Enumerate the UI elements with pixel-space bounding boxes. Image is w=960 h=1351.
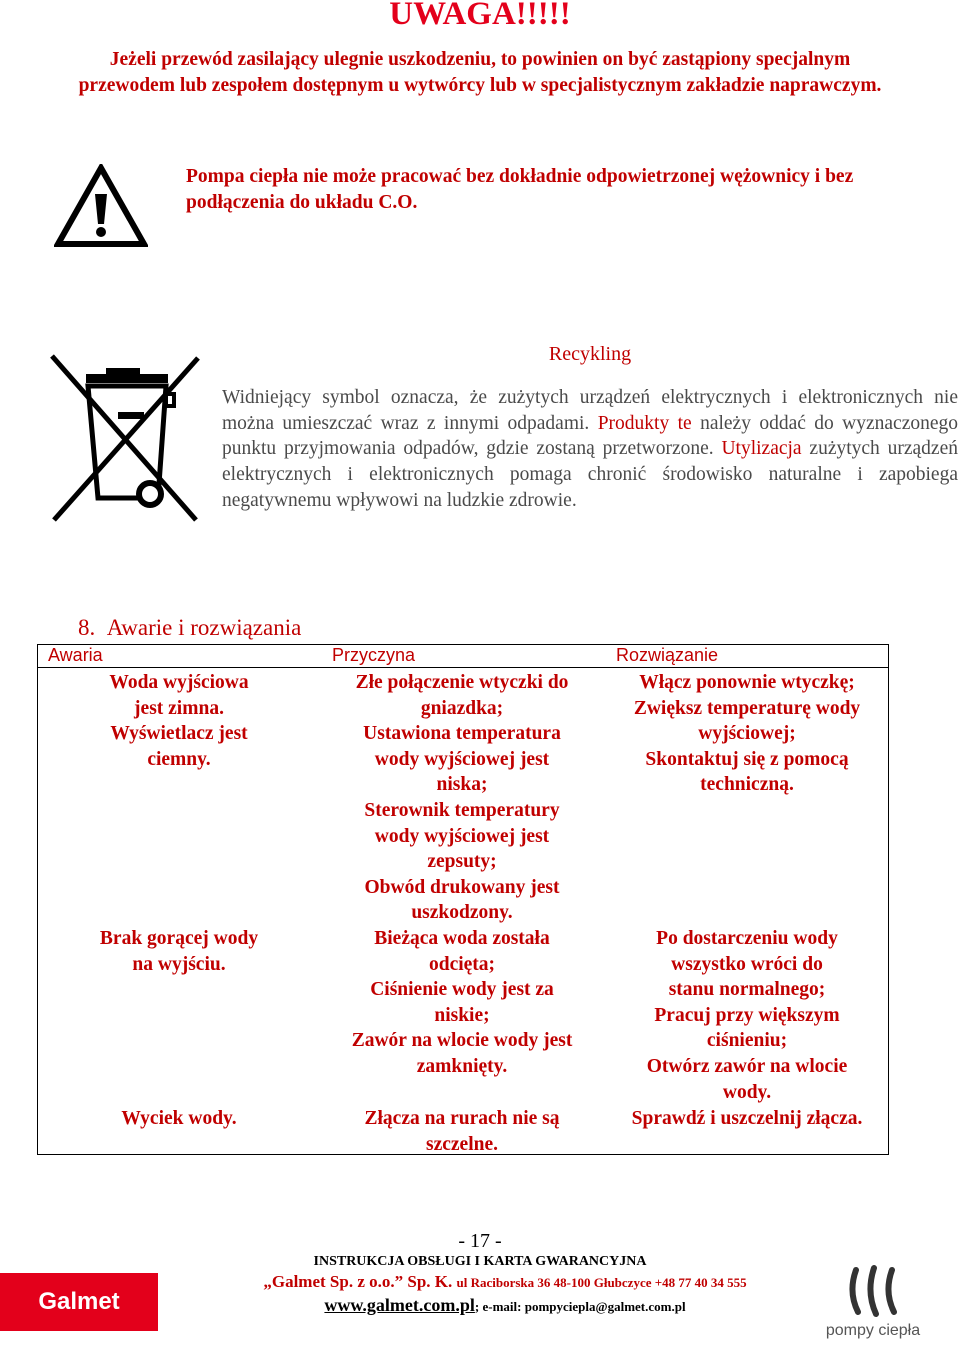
column-header-fault: Awaria bbox=[48, 645, 103, 665]
cell-line: Obwód drukowany jest bbox=[364, 876, 560, 898]
pump-warning-text: Pompa ciepła nie może pracować bez dokładnie odpowietrzonej wężownicy i bez podłączenia do układu C.O. bbox=[186, 166, 854, 213]
fault-cell bbox=[38, 670, 320, 772]
recycling-text-part-3: należy oddać do wyznaczonego punktu przyjmowania odpadów, gdzie zostaną przetworzone. bbox=[222, 412, 959, 460]
recycling-text-part-4: Utylizacja bbox=[721, 438, 802, 460]
section-title-text: Awarie i rozwiązania bbox=[106, 615, 302, 640]
cell-line: niska; bbox=[436, 774, 488, 796]
cell-line: wyjściowej; bbox=[698, 723, 796, 745]
solution-cell bbox=[604, 926, 890, 1105]
warning-power-cord-text: Jeżeli przewód zasilający ulegnie uszkodzeniu, to powinien on być zastąpiony specjalnym przewodem lub zespołem dostępnym u wytwórcy lub w specjalistycznym zakładzie naprawczym. bbox=[78, 49, 882, 96]
page-number: - 17 - bbox=[458, 1230, 502, 1252]
cell-line: Ustawiona temperatura bbox=[363, 723, 561, 745]
cell-line: Brak gorącej wody bbox=[99, 928, 259, 949]
cell-line: uszkodzony. bbox=[411, 902, 513, 924]
recycling-text-part-1: Widniejący symbol oznacza, że zużytych urządzeń elektrycznych i elektronicznych nie można umieszczać wraz z innymi odpadami. bbox=[222, 387, 958, 434]
solution-cell bbox=[604, 1106, 890, 1132]
column-header-solution: Rozwiązanie bbox=[616, 645, 719, 665]
cell-line: Ciśnienie wody jest za bbox=[370, 979, 554, 1001]
galmet-logo: Galmet bbox=[0, 1273, 158, 1331]
cell-line: wody wyjściowej jest bbox=[374, 748, 550, 770]
crossed-bin-icon bbox=[46, 350, 206, 528]
cell-line: Wyciek wody. bbox=[121, 1108, 237, 1129]
cell-line: Sterownik temperatury bbox=[364, 799, 560, 821]
section-number: 8. bbox=[78, 615, 96, 640]
cell-line: stanu normalnego; bbox=[668, 979, 826, 1001]
cell-line: Woda wyjściowa bbox=[109, 672, 249, 693]
cell-line: Pracuj przy większym bbox=[654, 1004, 840, 1026]
solution-cell bbox=[604, 670, 890, 798]
cell-line: Złącza na rurach nie są bbox=[364, 1108, 560, 1129]
cell-line: ciemny. bbox=[147, 748, 211, 770]
recycling-heading: Recykling bbox=[548, 343, 632, 365]
cell-line: wody. bbox=[722, 1081, 772, 1103]
cell-line: odcięta; bbox=[428, 953, 496, 975]
cell-line: Sprawdź i uszczelnij złącza. bbox=[631, 1108, 863, 1129]
warning-title: UWAGA!!!!! bbox=[389, 0, 571, 32]
cell-line: jest zimna. bbox=[134, 697, 224, 719]
email-text: ; e-mail: pompyciepla@galmet.com.pl bbox=[474, 1299, 686, 1314]
cell-line: Złe połączenie wtyczki do bbox=[355, 672, 569, 693]
company-address: ul Raciborska 36 48-100 Głubczyce +48 77 40 34 555 bbox=[456, 1275, 747, 1290]
section-title bbox=[78, 615, 301, 641]
cell-line: Zawór na wlocie wody jest bbox=[351, 1030, 573, 1052]
cell-line: Włącz ponownie wtyczkę; bbox=[639, 672, 855, 693]
cell-line: ciśnieniu; bbox=[706, 1030, 788, 1052]
fault-cell bbox=[38, 1106, 320, 1132]
cell-line: Skontaktuj się z pomocą bbox=[645, 748, 849, 770]
cell-line: zepsuty; bbox=[427, 851, 497, 873]
company-name: „Galmet Sp. z o.o.” Sp. K. bbox=[263, 1272, 453, 1291]
recycling-text-part-5: zużytych urządzeń elektrycznych i elektronicznych pomaga chronić środowisko naturalne i zapobiega negatywnemu wpływowi na ludzkie zdrowie. bbox=[222, 438, 958, 511]
header-divider bbox=[37, 667, 889, 668]
pompy-ciepla-caption: pompy ciepła bbox=[825, 1322, 921, 1339]
column-header-cause: Przyczyna bbox=[332, 645, 416, 665]
cell-line: gniazdka; bbox=[420, 697, 504, 719]
cell-line: techniczną. bbox=[700, 774, 794, 796]
warning-triangle-icon bbox=[54, 164, 148, 248]
cell-line: Wyświetlacz jest bbox=[110, 723, 248, 745]
recycling-text-part-2: Produkty te bbox=[597, 412, 692, 434]
cell-line: Bieżąca woda została bbox=[374, 928, 550, 949]
cell-line: Zwiększ temperaturę wody bbox=[633, 697, 861, 719]
manual-title: INSTRUKCJA OBSŁUGI I KARTA GWARANCYJNA bbox=[313, 1254, 647, 1269]
cell-line: Po dostarczeniu wody bbox=[656, 928, 838, 949]
cause-cell bbox=[320, 1106, 604, 1157]
cell-line: Otwórz zawór na wlocie bbox=[646, 1055, 848, 1077]
cell-line: szczelne. bbox=[425, 1133, 498, 1155]
recycling-text bbox=[222, 385, 958, 514]
website-link[interactable]: www.galmet.com.pl bbox=[324, 1295, 475, 1315]
cell-line: na wyjściu. bbox=[132, 953, 226, 975]
cause-cell bbox=[320, 926, 604, 1080]
cell-line: zamknięty. bbox=[416, 1055, 508, 1077]
cell-line: niskie; bbox=[434, 1004, 490, 1026]
cell-line: wody wyjściowej jest bbox=[374, 825, 550, 847]
fault-cell bbox=[38, 926, 320, 977]
cause-cell bbox=[320, 670, 604, 926]
cell-line: wszystko wróci do bbox=[671, 953, 823, 975]
